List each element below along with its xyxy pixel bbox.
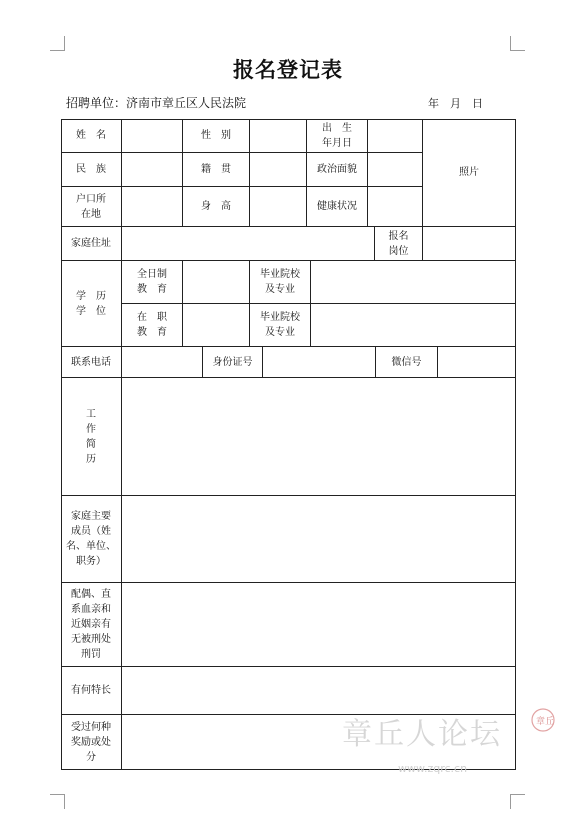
name-field[interactable] <box>122 119 183 153</box>
onjob-school-major-field[interactable] <box>311 304 516 347</box>
svg-text:章丘: 章丘 <box>536 717 555 727</box>
wechat-label: 微信号 <box>376 347 438 378</box>
health-label: 健康状况 <box>307 187 368 227</box>
crop-mark-top-right <box>510 36 525 51</box>
fulltime-school-major-field[interactable] <box>311 261 516 304</box>
health-field[interactable] <box>368 187 423 227</box>
work-history-field[interactable] <box>122 378 516 496</box>
address-field[interactable] <box>122 227 375 261</box>
ethnicity-field[interactable] <box>122 153 183 187</box>
gender-label: 性 别 <box>183 119 250 153</box>
svg-text:章丘人论坛: 章丘人论坛 <box>342 717 502 752</box>
family-members-label: 家庭主要 成员（姓 名、单位、 职务） <box>61 496 122 583</box>
fulltime-education-field[interactable] <box>183 261 250 304</box>
height-label: 身 高 <box>183 187 250 227</box>
registration-form <box>61 119 516 770</box>
hukou-field[interactable] <box>122 187 183 227</box>
photo-box[interactable]: 照片 <box>423 119 516 227</box>
awards-label: 受过何种 奖励或处 分 <box>61 715 122 770</box>
wechat-field[interactable] <box>438 347 516 378</box>
position-field[interactable] <box>423 227 516 261</box>
crop-mark-bottom-left <box>50 794 65 809</box>
recruiting-unit: 招聘单位：济南市章丘区人民法院 <box>66 96 247 110</box>
birth-field[interactable] <box>368 119 423 153</box>
onjob-education-label: 在 职 教 育 <box>122 304 183 347</box>
position-label: 报名 岗位 <box>375 227 423 261</box>
id-number-field[interactable] <box>263 347 376 378</box>
birth-label: 出 生 年月日 <box>307 119 368 153</box>
native-place-label: 籍 贯 <box>183 153 250 187</box>
onjob-education-field[interactable] <box>183 304 250 347</box>
skills-label: 有何特长 <box>61 667 122 715</box>
education-label: 学 历 学 位 <box>61 261 122 347</box>
phone-field[interactable] <box>122 347 203 378</box>
address-label: 家庭住址 <box>61 227 122 261</box>
form-title: 报名登记表 <box>233 58 343 82</box>
crop-mark-top-left <box>50 36 65 51</box>
fulltime-school-major-label: 毕业院校 及专业 <box>250 261 311 304</box>
forum-watermark <box>338 700 558 780</box>
fulltime-education-label: 全日制 教 育 <box>122 261 183 304</box>
svg-text:www.zqrc.cn: www.zqrc.cn <box>398 762 468 775</box>
height-field[interactable] <box>250 187 307 227</box>
family-members-field[interactable] <box>122 496 516 583</box>
political-status-label: 政治面貌 <box>307 153 368 187</box>
onjob-school-major-label: 毕业院校 及专业 <box>250 304 311 347</box>
date-line: 年 月 日 <box>428 97 483 110</box>
relatives-punishment-label: 配偶、直 系血亲和 近姻亲有 无被刑处 刑罚 <box>61 583 122 667</box>
ethnicity-label: 民 族 <box>61 153 122 187</box>
work-history-label: 工 作 简 历 <box>61 378 122 496</box>
phone-label: 联系电话 <box>61 347 122 378</box>
hukou-label: 户口所 在地 <box>61 187 122 227</box>
native-place-field[interactable] <box>250 153 307 187</box>
id-number-label: 身份证号 <box>203 347 263 378</box>
political-status-field[interactable] <box>368 153 423 187</box>
name-label: 姓 名 <box>61 119 122 153</box>
crop-mark-bottom-right <box>510 794 525 809</box>
gender-field[interactable] <box>250 119 307 153</box>
relatives-punishment-field[interactable] <box>122 583 516 667</box>
